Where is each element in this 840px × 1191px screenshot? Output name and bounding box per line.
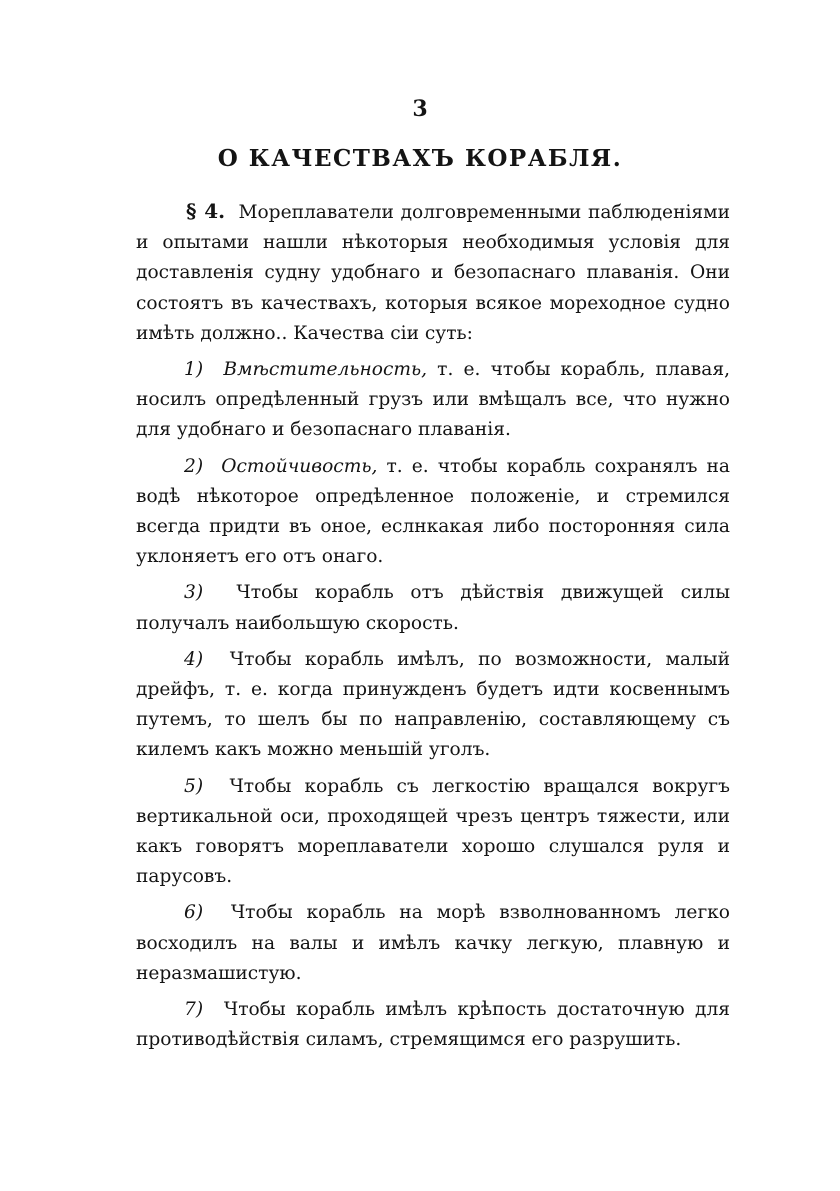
item-text: Чтобы корабль съ легкостію вращался вокругъ вертикальной оси, проходящей чрезъ центръ тяжести, или какъ говорятъ мореплаватели хорошо слушался руля и парусовъ. bbox=[136, 775, 730, 888]
list-item-3 bbox=[136, 578, 730, 638]
page-number: 3 bbox=[412, 96, 428, 122]
item-term: Вмѣстительность, bbox=[223, 359, 428, 381]
item-number: 5) bbox=[184, 775, 204, 797]
item-text: Чтобы корабль имѣлъ крѣпость достаточную для противодѣйствія силамъ, стремящимся его разрушить. bbox=[136, 999, 730, 1051]
section-paragraph bbox=[136, 196, 730, 349]
section-mark: § 4. bbox=[186, 199, 226, 223]
list-item-6 bbox=[136, 898, 730, 989]
item-number: 6) bbox=[184, 902, 204, 924]
body-text bbox=[136, 196, 730, 1061]
list-item-7 bbox=[136, 995, 730, 1055]
item-number: 3) bbox=[184, 582, 204, 604]
item-text: т. е. чтобы корабль, плавая, носилъ опредѣленный грузъ или вмѣщалъ все, что нужно для удобнаго и безопаснаго плаванія. bbox=[136, 359, 730, 441]
item-text: Чтобы корабль на морѣ взволнованномъ легко восходилъ на валы и имѣлъ качку легкую, плавную и неразмашистую. bbox=[136, 902, 730, 984]
item-text: т. е. чтобы корабль сохранялъ на водѣ нѣкоторое опредѣленное положеніе, и стремился всегда придти въ оное, еслнкакая либо посторонняя сила уклоняетъ его отъ онаго. bbox=[136, 455, 730, 568]
list-item-5 bbox=[136, 772, 730, 893]
item-number: 1) bbox=[184, 359, 204, 381]
item-text: Чтобы корабль отъ дѣйствія движущей силы получалъ наибольшую скорость. bbox=[136, 582, 730, 634]
list-item-1 bbox=[136, 355, 730, 446]
item-number: 2) bbox=[184, 455, 204, 477]
list-item-2 bbox=[136, 452, 730, 573]
item-number: 7) bbox=[184, 999, 204, 1021]
list-item-4 bbox=[136, 645, 730, 766]
item-text: Чтобы корабль имѣлъ, по возможности, малый дрейфъ, т. е. когда принужденъ будетъ идти косвеннымъ путемъ, то шелъ бы по направленію, составляющему съ килемъ какъ можно меньшій уголъ. bbox=[136, 648, 731, 761]
section-text: Мореплаватели долговременными паблюденіями и опытами нашли нѣкоторыя необходимыя условія для доставленія судну удобнаго и безопаснаго плаванія. Они состоятъ въ качествахъ, которыя всякое мореходное судно имѣть должно.. Качества сіи суть: bbox=[136, 202, 730, 344]
item-term: Остойчивость, bbox=[221, 455, 378, 477]
chapter-heading: О КАЧЕСТВАХЪ КОРАБЛЯ. bbox=[217, 145, 623, 172]
item-number: 4) bbox=[184, 648, 204, 670]
